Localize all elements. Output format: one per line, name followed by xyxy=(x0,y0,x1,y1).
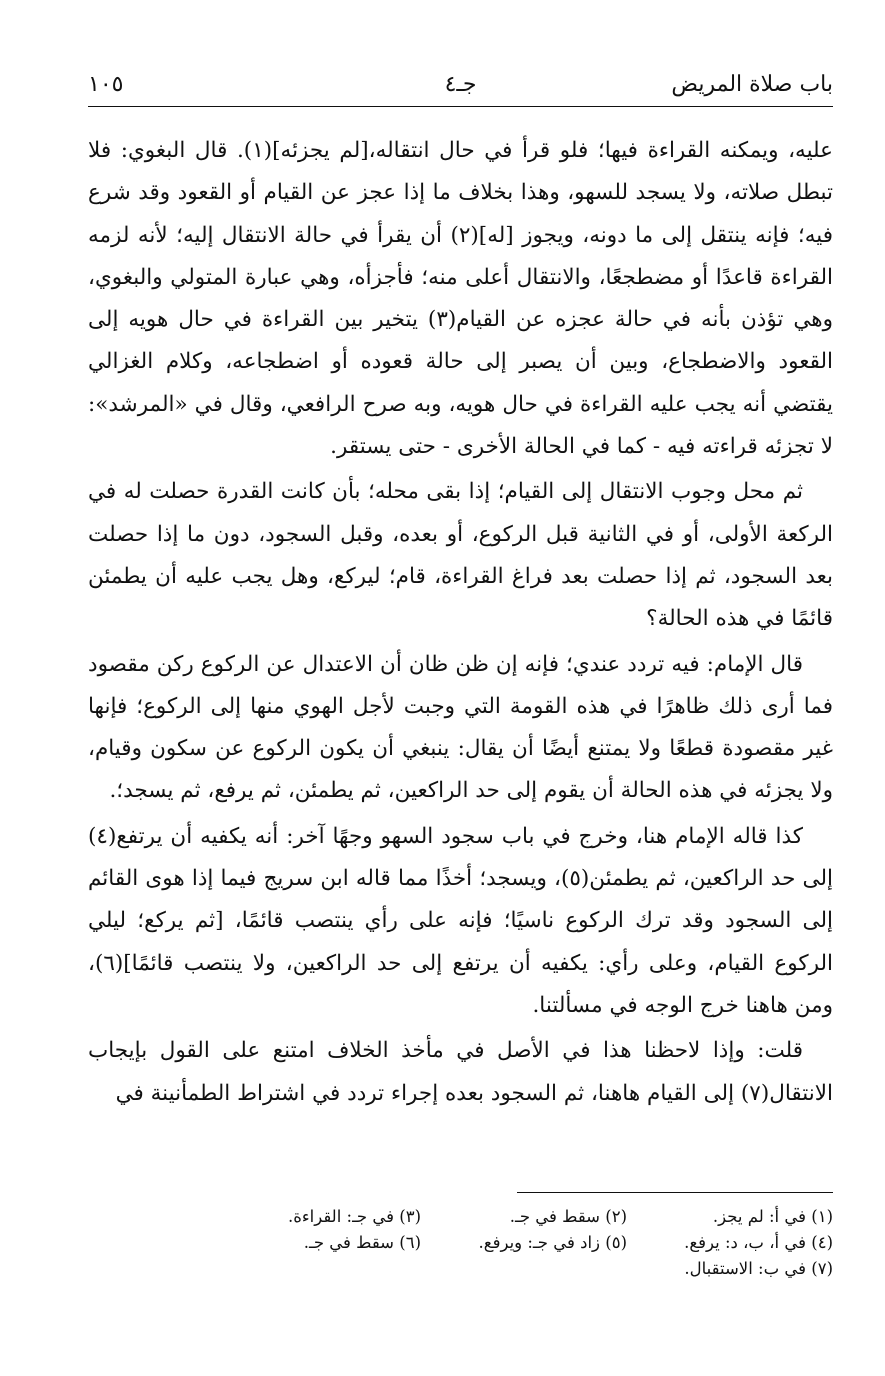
footnote-row xyxy=(213,1230,833,1256)
footnote: (٣) في جـ: القراءة. xyxy=(287,1207,421,1226)
footnote-divider xyxy=(517,1192,833,1193)
paragraph: ثم محل وجوب الانتقال إلى القيام؛ إذا بقى محله؛ بأن كانت القدرة حصلت له في الركعة الأولى، أو في الثانية قبل الركوع، أو بعده، وقبل السجود، دون ما إذا حصلت بعد السجود، ثم إذا حصلت بعد فراغ القراءة، قام؛ ليركع، وهل يجب عليه أن يطمئن قائمًا في هذه الحالة؟ xyxy=(88,479,833,632)
paragraph: كذا قاله الإمام هنا، وخرج في باب سجود السهو وجهًا آخر: أنه يكفيه أن يرتفع(٤) إلى حد الراكعين، ثم يطمئن(٥)، ويسجد؛ أخذًا مما قاله ابن سريج فيما إذا هوى القائم إلى السجود وقد ترك الركوع ناسيًا؛ فإنه على رأي ينتصب قائمًا، [ثم يركع؛ ليلي الركوع القيام، وعلى رأي: يكفيه أن يرتفع إلى حد الراكعين، ولا ينتصب قائمًا](٦)، ومن هاهنا خرج الوجه في مسألتنا. xyxy=(88,823,834,1018)
footnote-row xyxy=(213,1204,833,1230)
paragraph: قال الإمام: فيه تردد عندي؛ فإنه إن ظن ظان أن الاعتدال عن الركوع ركن مقصود فما أرى ذلك ظاهرًا في هذه القومة التي وجبت لأجل الهوي منها إلى الركوع؛ فإنها غير مقصودة قطعًا ولا يمتنع أيضًا أن يقال: ينبغي أن يكون الركوع عن سكون وقيام، ولا يجزئه في هذه الحالة أن يقوم إلى حد الراكعين، ثم يطمئن، ثم يرفع، ثم يسجد؛. xyxy=(88,651,833,804)
page-header xyxy=(88,66,833,107)
page-number: ١٠٥ xyxy=(88,72,124,97)
paragraph: عليه، ويمكنه القراءة فيها؛ فلو قرأ في حال انتقاله،[لم يجزئه](١). قال البغوي: فلا تبطل صلاته، ولا يسجد للسهو، وهذا بخلاف ما إذا عجز عن القيام أو القعود وقد شرع فيه؛ فإنه ينتقل إلى ما دونه، ويجوز [له](٢) أن يقرأ في حالة الانتقال إليه؛ لأنه لزمه القراءة قاعدًا أو مضطجعًا، والانتقال أعلى منه؛ فأجزأه، وهي عبارة المتولي والبغوي، وهي تؤذن بأنه في حالة عجزه عن القيام(٣) يتخير بين القراءة في حال هويه إلى القعود والاضطجاع، وبين أن يصبر إلى حالة قعوده أو اضطجاعه، وكلام الغزالي يقتضي أنه يجب عليه القراءة في حال هويه، وبه صرح الرافعي، وقال في «المرشد»: لا تجزئه قراءته فيه - كما في الحالة الأخرى - حتى يستقر. xyxy=(88,138,834,460)
chapter-title: باب صلاة المريض xyxy=(671,72,833,97)
volume-label: جـ٤ xyxy=(444,72,477,97)
footnote: (٤) في أ، ب، د: يرفع. xyxy=(684,1233,833,1252)
footnote: (٥) زاد في جـ: ويرفع. xyxy=(478,1233,627,1252)
footnote: (٦) سقط في جـ. xyxy=(303,1233,421,1252)
footnote: (٢) سقط في جـ. xyxy=(509,1207,627,1226)
footnote: (٧) في ب: الاستقبال. xyxy=(684,1259,833,1278)
footnote: (١) في أ: لم يجز. xyxy=(712,1207,833,1226)
footnote-row xyxy=(213,1256,833,1282)
main-text xyxy=(88,130,833,1118)
footnotes xyxy=(213,1204,833,1282)
paragraph: قلت: وإذا لاحظنا هذا في الأصل في مأخذ الخلاف امتنع على القول بإيجاب الانتقال(٧) إلى القيام هاهنا، ثم السجود بعده إجراء تردد في اشتراط الطمأنينة في xyxy=(88,1038,833,1106)
